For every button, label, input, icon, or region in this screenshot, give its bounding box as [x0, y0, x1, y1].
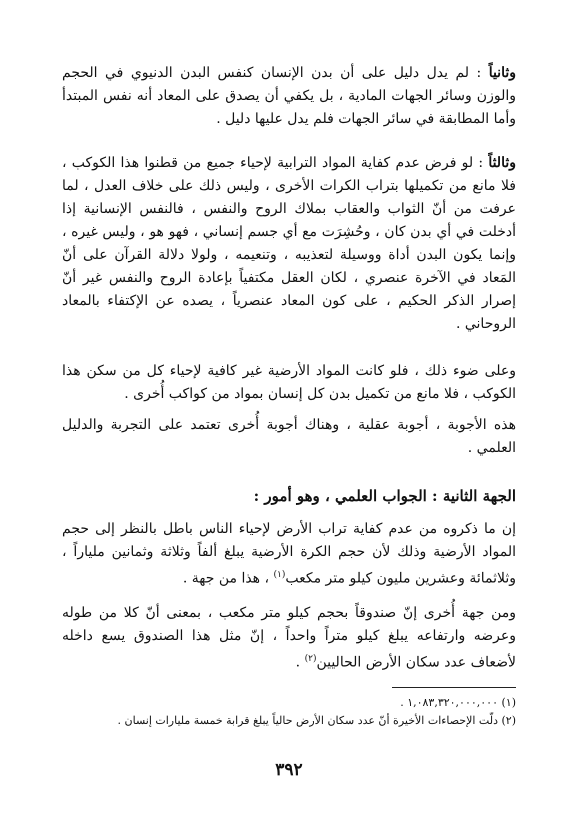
footnote-ref: (٢) — [304, 654, 317, 664]
paragraph-lead: وثالثاً — [488, 155, 516, 171]
footnote-1: (١) ١,٠٨٣,٣٢٠,٠٠٠,٠٠٠ . — [400, 696, 516, 709]
paragraph-thirdly — [62, 152, 516, 336]
footnote-ref: (١) — [273, 570, 286, 580]
paragraph-text: ، هذا من جهة . — [182, 570, 274, 587]
paragraph-text: : لو فرض عدم كفاية المواد الترابية لإحياء جميع من قطنوا هذا الكوكب ، فلا مانع من تكميلها بتراب الكرات الأخرى ، وليس ذلك على خلاف العدل ، لما عرفت من أنّ الثواب والعقاب بملاك الروح والنفس ، فالنفس الإنسانية إذا أدخلت في أي بدن كان ، وحُشِرَت مع أي جسم إنساني ، فهو هو ، وليس غيره ، وإنما يكون البدن أداة ووسيلة لتعذيبه ، وتنعيمه ، ولولا دلالة القرآن على أنّ المَعاد في الآخرة عنصري ، لكان العقل مكتفياً بإعادة الروح والنفس غير أنّ إصرار الذكر الحكيم ، على كون المعاد عنصرياً ، يصده عن الإكتفاء بالمعاد الروحاني . — [62, 155, 516, 332]
footnote-divider — [392, 687, 516, 688]
footnote-2: (٢) دلّت الإحصاءات الأخيرة أنّ عدد سكان الأرض حالياً يبلغ قرابة خمسة مليارات إنسان . — [117, 714, 516, 727]
paragraph-cubic-box — [62, 602, 516, 675]
paragraph-text: هذه الأجوبة ، أجوبة عقلية ، وهناك أجوبة أُخرى تعتمد على التجربة والدليل العلمي . — [62, 417, 516, 456]
paragraph-text: : لم يدل دليل على أن بدن الإنسان كنفس البدن الدنيوي في الحجم والوزن وسائر الجهات المادية ، بل يكفي أن يصدق على المعاد أنه نفس المبتدأ وأما المطابقة في سائر الجهات فلم يدل عليها دليل . — [62, 65, 516, 127]
section-heading: الجهة الثانية : الجواب العلمي ، وهو أمور : — [253, 487, 516, 505]
paragraph-secondly — [62, 62, 516, 131]
paragraph-in-light — [62, 360, 516, 406]
paragraph-text: إن ما ذكروه من عدم كفاية تراب الأرض لإحياء الناس باطل بالنظر إلى حجم المواد الأرضية وذلك لأن حجم الكرة الأرضية يبلغ ألفاً وثلاثة وثمانين ملياراً ، وثلاثمائة وعشرين مليون كيلو متر مكعب — [62, 521, 516, 587]
paragraph-text: ومن جهة أُخرى إنّ صندوقاً بحجم كيلو متر مكعب ، بمعنى أنّ كلا من طوله وعرضه وارتفاعه يبلغ كيلو متراً واحداً ، إنّ مثل هذا الصندوق يسع داخله لأضعاف عدد سكان الأرض الحاليين — [62, 605, 516, 671]
paragraph-lead: وثانياً — [488, 65, 516, 81]
page-number: ٣٩٢ — [275, 760, 303, 780]
paragraph-earth-volume — [62, 518, 516, 591]
paragraph-answers — [62, 414, 516, 460]
paragraph-text: وعلى ضوء ذلك ، فلو كانت المواد الأرضية غير كافية لإحياء كل من سكن هذا الكوكب ، فلا مانع من تكميل بدن كل إنسان بمواد من كواكب أُخرى . — [62, 363, 516, 402]
paragraph-text: . — [295, 654, 305, 671]
